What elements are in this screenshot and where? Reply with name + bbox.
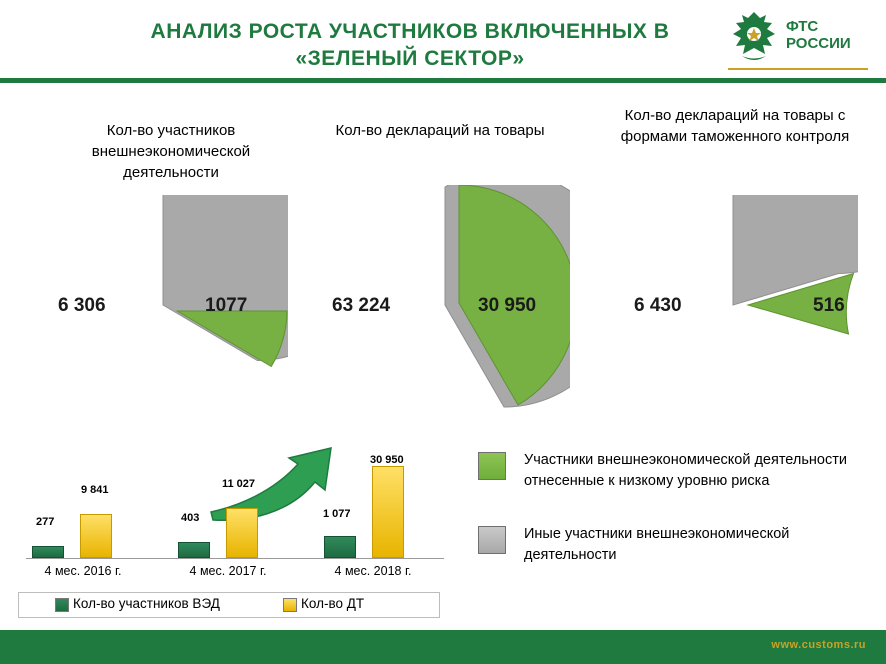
pie-title-3: Кол-во деклараций на товары с формами таможенного контроля (620, 107, 850, 145)
pie-chart-participants (38, 195, 288, 415)
pie-legend (478, 450, 878, 598)
page-title-line2: «ЗЕЛЕНЫЙ СЕКТОР» (295, 47, 525, 70)
bar-category-3: 4 мес. 2018 г. (334, 564, 412, 578)
pie-chart-declarations (320, 185, 570, 425)
legend-swatch-declarations (283, 598, 297, 612)
legend-swatch-low-risk (478, 452, 506, 480)
bar-2016-participants (32, 546, 64, 558)
legend-label-low-risk: Участники внешнеэкономической деятельности отнесенные к низкому уровню риска (524, 452, 847, 489)
pie2-value-green: 30 950 (478, 295, 537, 316)
footer-url: www.customs.ru (771, 639, 866, 651)
pie2-value-other: 63 224 (332, 295, 391, 316)
bar-value-2-participants: 403 (181, 512, 200, 524)
bar-2017-participants (178, 542, 210, 558)
legend-label-participants: Кол-во участников ВЭД (73, 596, 220, 611)
legend-label-declarations: Кол-во ДТ (301, 596, 365, 611)
legend-swatch-participants (55, 598, 69, 612)
pie-title-2: Кол-во деклараций на товары (335, 122, 545, 139)
legend-label-other: Иные участники внешнеэкономической деятельности (524, 526, 790, 563)
pie-legend-item-grey (478, 524, 878, 576)
fts-logo-text (786, 18, 851, 52)
pie1-value-other: 6 306 (58, 295, 106, 316)
pie1-value-green: 1077 (205, 295, 248, 316)
bar-2016-declarations (80, 514, 112, 558)
legend-swatch-other (478, 526, 506, 554)
bar-2018-declarations (372, 466, 404, 558)
pie3-value-other: 6 430 (634, 295, 682, 316)
pie3-value-green: 516 (813, 295, 845, 316)
bar-chart-legend (18, 592, 440, 618)
bar-value-3-participants: 1 077 (323, 508, 351, 520)
double-headed-eagle-icon (728, 8, 780, 66)
page-header (0, 0, 886, 78)
page-footer (0, 630, 886, 664)
pie-chart-control-forms (618, 195, 858, 415)
bar-value-1-declarations: 9 841 (81, 484, 109, 496)
bar-chart-growth (18, 440, 448, 600)
pie-slice-green (177, 311, 287, 367)
bar-2018-participants (324, 536, 356, 558)
bar-value-1-participants: 277 (36, 516, 55, 528)
fts-logo-line1: ФТС (786, 18, 819, 35)
pie-title-1: Кол-во участников внешнеэкономической деятельности (91, 122, 251, 181)
logo-divider (728, 68, 868, 70)
page-title-line1: АНАЛИЗ РОСТА УЧАСТНИКОВ ВКЛЮЧЕННЫХ В (150, 20, 670, 43)
fts-logo-line2: РОССИИ (786, 35, 851, 52)
bar-category-1: 4 мес. 2016 г. (44, 564, 122, 578)
page-title (60, 18, 760, 72)
bar-2017-declarations (226, 508, 258, 558)
fts-logo (722, 6, 872, 70)
bar-value-3-declarations: 30 950 (370, 454, 404, 466)
bar-category-2: 4 мес. 2017 г. (189, 564, 267, 578)
bar-chart-axis (26, 558, 444, 559)
bar-value-2-declarations: 11 027 (222, 478, 256, 490)
pie-legend-item-green (478, 450, 878, 502)
header-divider (0, 78, 886, 83)
